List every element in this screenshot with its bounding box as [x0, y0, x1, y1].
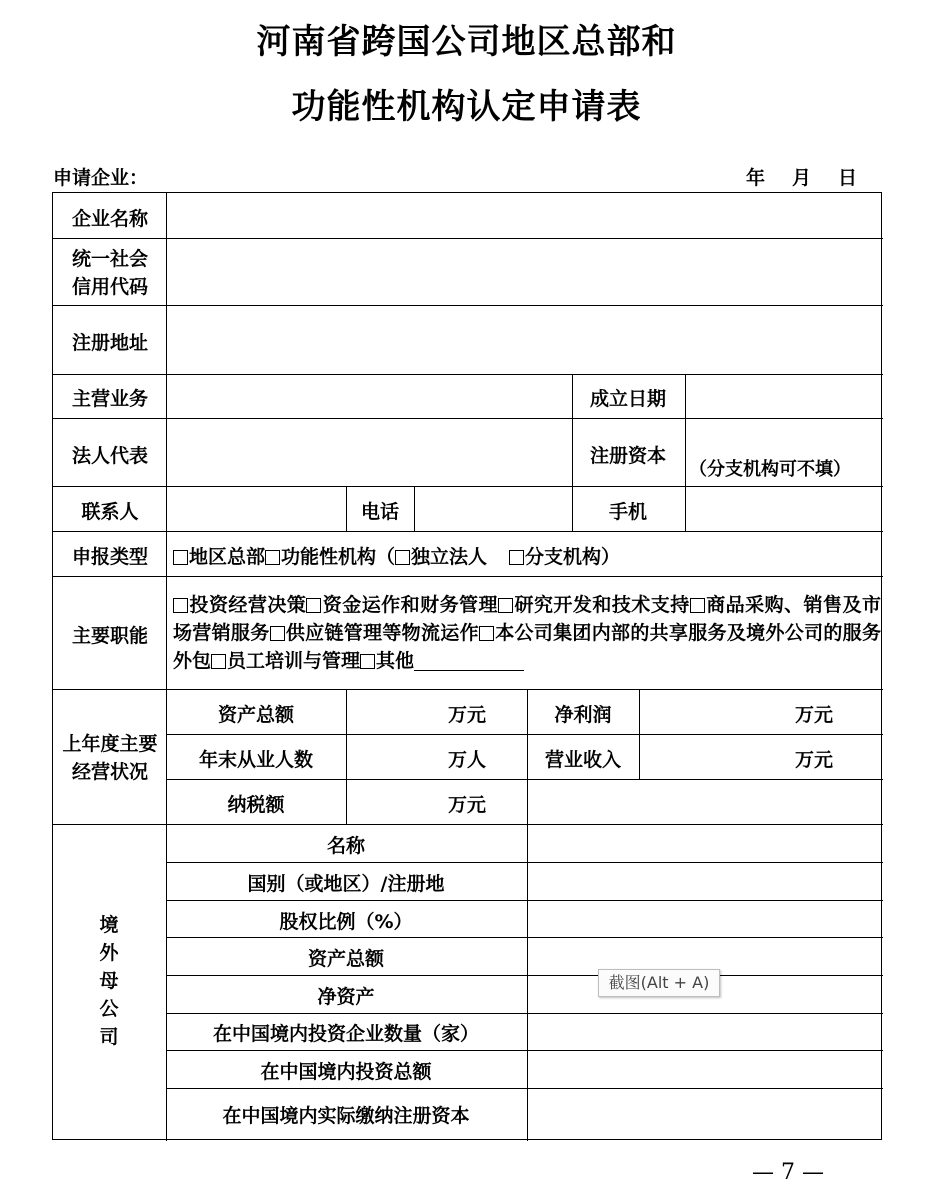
form-title-line2: 功能性机构认定申请表: [291, 87, 642, 127]
credit-code-label-line1: 统一社会: [71, 248, 149, 270]
parent-label-char: 司: [99, 1026, 119, 1048]
row-line: [53, 238, 883, 239]
main-functions-label: 主要职能: [71, 625, 149, 647]
credit-code-label-line2: 信用代码: [71, 276, 149, 298]
china-paid-capital-label: 在中国境内实际缴纳注册资本: [222, 1105, 470, 1127]
day-label: 日: [838, 167, 858, 189]
row-line: [166, 862, 883, 863]
reg-address-label: 注册地址: [71, 332, 149, 354]
col-line: [346, 486, 347, 531]
row-line: [53, 486, 883, 487]
parent-total-assets-label: 资产总额: [307, 948, 385, 970]
op-total-assets-unit: 万元: [448, 704, 487, 726]
col-line: [685, 374, 686, 531]
mobile-label: 手机: [608, 501, 648, 523]
employees-label: 年末从业人数: [198, 749, 314, 771]
china-invest-total-label: 在中国境内投资总额: [260, 1061, 432, 1083]
col-line: [527, 689, 528, 1141]
func-2-label: 资金运作和财务管理: [322, 594, 499, 616]
parent-name-label: 名称: [326, 835, 366, 857]
checkbox-func-7[interactable]: [211, 654, 226, 669]
checkbox-functional-org[interactable]: [265, 550, 280, 565]
row-line: [166, 734, 883, 735]
form-title-line1: 河南省跨国公司地区总部和: [256, 22, 677, 62]
company-name-label: 企业名称: [71, 208, 149, 230]
revenue-unit: 万元: [795, 749, 834, 771]
parent-label-char: 母: [99, 970, 119, 992]
net-profit-unit: 万元: [795, 704, 834, 726]
row-line: [53, 824, 883, 825]
checkbox-independent[interactable]: [395, 550, 410, 565]
row-line: [53, 374, 883, 375]
reg-capital-label: 注册资本: [589, 445, 667, 467]
col-line: [346, 689, 347, 824]
row-line: [166, 1013, 883, 1014]
checkbox-func-1[interactable]: [173, 598, 188, 613]
application-form-table: [52, 192, 882, 1140]
func-1-label: 投资经营决策: [189, 594, 307, 616]
parent-company-label: [99, 911, 119, 1051]
contact-label: 联系人: [81, 501, 139, 523]
parent-label-char: 外: [99, 942, 119, 964]
row-line: [166, 779, 883, 780]
col-line: [166, 193, 167, 1141]
checkbox-regional-hq[interactable]: [173, 550, 188, 565]
checkbox-func-5[interactable]: [270, 626, 285, 641]
row-line: [166, 1088, 883, 1089]
func-8-label: 其他: [376, 650, 415, 672]
other-blank-line[interactable]: [414, 652, 524, 671]
screenshot-tooltip: 截图(Alt + A): [598, 969, 720, 997]
report-type-options: [173, 542, 620, 569]
col-line: [572, 374, 573, 531]
col-line: [639, 689, 640, 779]
china-invest-count-label: 在中国境内投资企业数量（家）: [212, 1023, 480, 1045]
func-7-label: 员工培训与管理: [227, 650, 361, 672]
col-line: [414, 486, 415, 531]
row-line: [53, 576, 883, 577]
row-line: [53, 689, 883, 690]
func-3-label: 研究开发和技术支持: [514, 594, 690, 616]
row-line: [53, 305, 883, 306]
option-functional-org: 功能性机构（: [281, 546, 396, 568]
tax-unit: 万元: [448, 794, 487, 816]
functions-checklist: [173, 591, 881, 675]
page-number: — 7 —: [752, 1160, 824, 1185]
month-label: 月: [792, 167, 812, 189]
employees-unit: 万人: [448, 749, 487, 771]
option-independent: 独立法人: [411, 546, 488, 568]
founded-date-label: 成立日期: [589, 388, 667, 410]
year-label: 年: [746, 167, 766, 189]
func-4-label: 商品采购、销售及市场营销服务: [173, 594, 881, 644]
option-regional-hq: 地区总部: [189, 546, 266, 568]
parent-country-label: 国别（或地区）/注册地: [247, 873, 445, 895]
operations-label-line1: 上年度主要: [62, 733, 158, 755]
parent-label-char: 境: [99, 914, 119, 936]
checkbox-func-3[interactable]: [498, 598, 513, 613]
checkbox-func-4[interactable]: [690, 598, 705, 613]
option-branch: 分支机构）: [525, 546, 621, 568]
parent-net-assets-label: 净资产: [317, 986, 375, 1008]
checkbox-func-6[interactable]: [479, 626, 494, 641]
report-type-label: 申报类型: [71, 546, 149, 568]
operations-label-line2: 经营状况: [71, 761, 149, 783]
row-line: [166, 975, 883, 976]
revenue-label: 营业收入: [544, 749, 622, 771]
parent-label-char: 公: [99, 998, 119, 1020]
net-profit-label: 净利润: [554, 704, 612, 726]
row-line: [166, 900, 883, 901]
func-6-label: 本公司集团内部的共享服务及境外公司的服务外包: [173, 622, 881, 672]
row-line: [166, 937, 883, 938]
tax-label: 纳税额: [227, 794, 285, 816]
reg-capital-note: （分支机构可不填）: [689, 459, 851, 480]
phone-label: 电话: [360, 501, 400, 523]
row-line: [53, 531, 883, 532]
legal-rep-label: 法人代表: [71, 445, 149, 467]
func-5-label: 供应链管理等物流运作: [285, 622, 479, 644]
main-business-label: 主营业务: [71, 388, 149, 410]
checkbox-func-2[interactable]: [306, 598, 321, 613]
checkbox-func-8[interactable]: [360, 654, 375, 669]
checkbox-branch[interactable]: [509, 550, 524, 565]
parent-equity-label: 股权比例（%）: [279, 911, 413, 933]
applicant-label: 申请企业：: [53, 167, 149, 189]
row-line: [53, 418, 883, 419]
op-total-assets-label: 资产总额: [217, 704, 295, 726]
row-line: [166, 1050, 883, 1051]
